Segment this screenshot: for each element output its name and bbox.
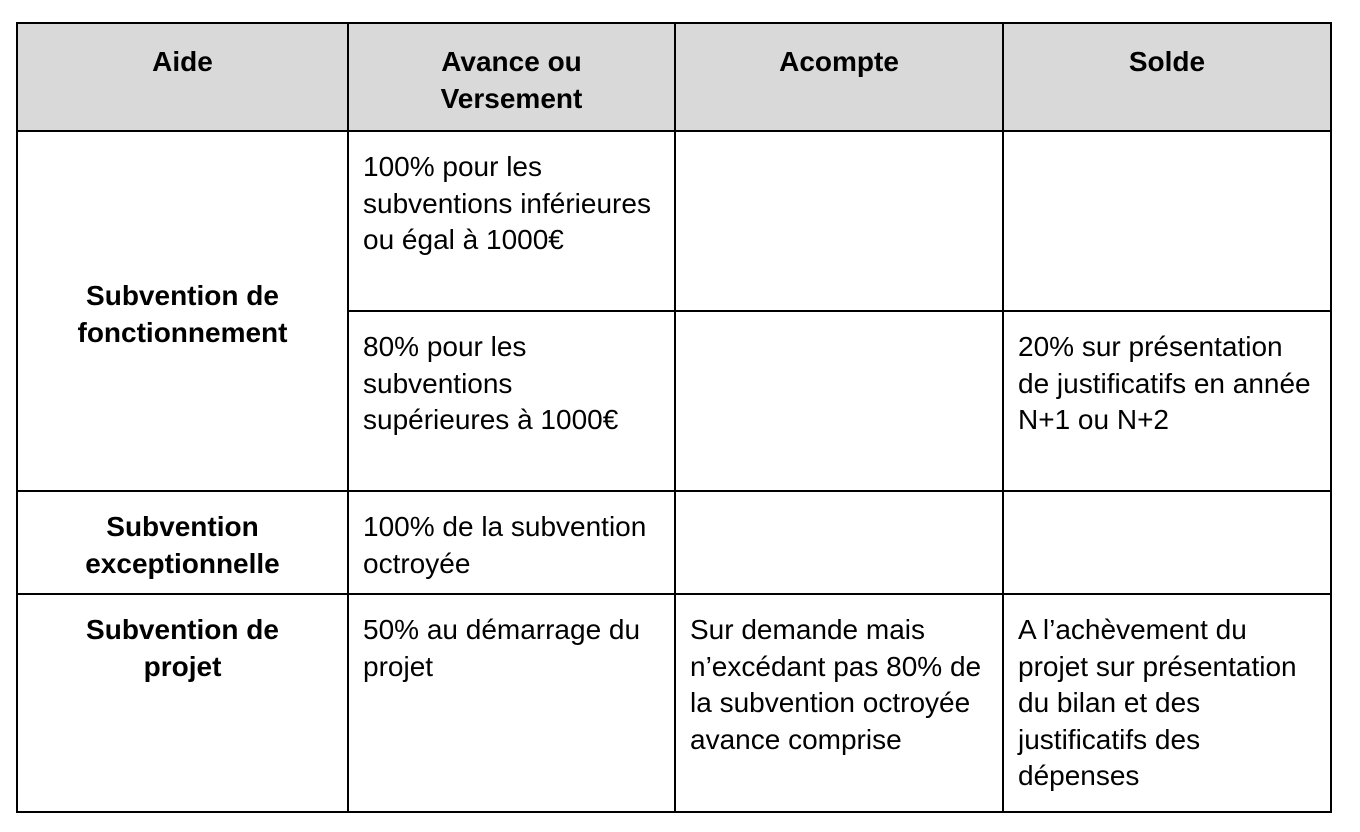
row-label-projet: Subvention de projet xyxy=(17,594,348,812)
table-row xyxy=(17,131,1331,311)
cell-fonctionnement-2-acompte xyxy=(675,311,1003,491)
header-acompte: Acompte xyxy=(675,23,1003,131)
cell-exceptionnelle-solde xyxy=(1003,491,1331,594)
table-header-row xyxy=(17,23,1331,131)
table-row xyxy=(17,491,1331,594)
row-label-fonctionnement: Subvention de fonctionnement xyxy=(17,131,348,491)
header-avance-versement: Avance ou Versement xyxy=(348,23,675,131)
cell-fonctionnement-1-avance: 100% pour les subventions inférieures ou égal à 1000€ xyxy=(348,131,675,311)
cell-fonctionnement-1-acompte xyxy=(675,131,1003,311)
header-solde: Solde xyxy=(1003,23,1331,131)
table-row xyxy=(17,594,1331,812)
cell-projet-solde: A l’achèvement du projet sur présentation du bilan et des justificatifs des dépenses xyxy=(1003,594,1331,812)
aid-payment-table xyxy=(16,22,1332,813)
cell-exceptionnelle-acompte xyxy=(675,491,1003,594)
header-aide: Aide xyxy=(17,23,348,131)
cell-fonctionnement-1-solde xyxy=(1003,131,1331,311)
row-label-exceptionnelle: Subvention exceptionnelle xyxy=(17,491,348,594)
cell-projet-avance: 50% au démarrage du projet xyxy=(348,594,675,812)
cell-fonctionnement-2-solde: 20% sur présentation de justificatifs en année N+1 ou N+2 xyxy=(1003,311,1331,491)
cell-fonctionnement-2-avance: 80% pour les subventions supérieures à 1000€ xyxy=(348,311,675,491)
cell-projet-acompte: Sur demande mais n’excédant pas 80% de la subvention octroyée avance comprise xyxy=(675,594,1003,812)
cell-exceptionnelle-avance: 100% de la subvention octroyée xyxy=(348,491,675,594)
